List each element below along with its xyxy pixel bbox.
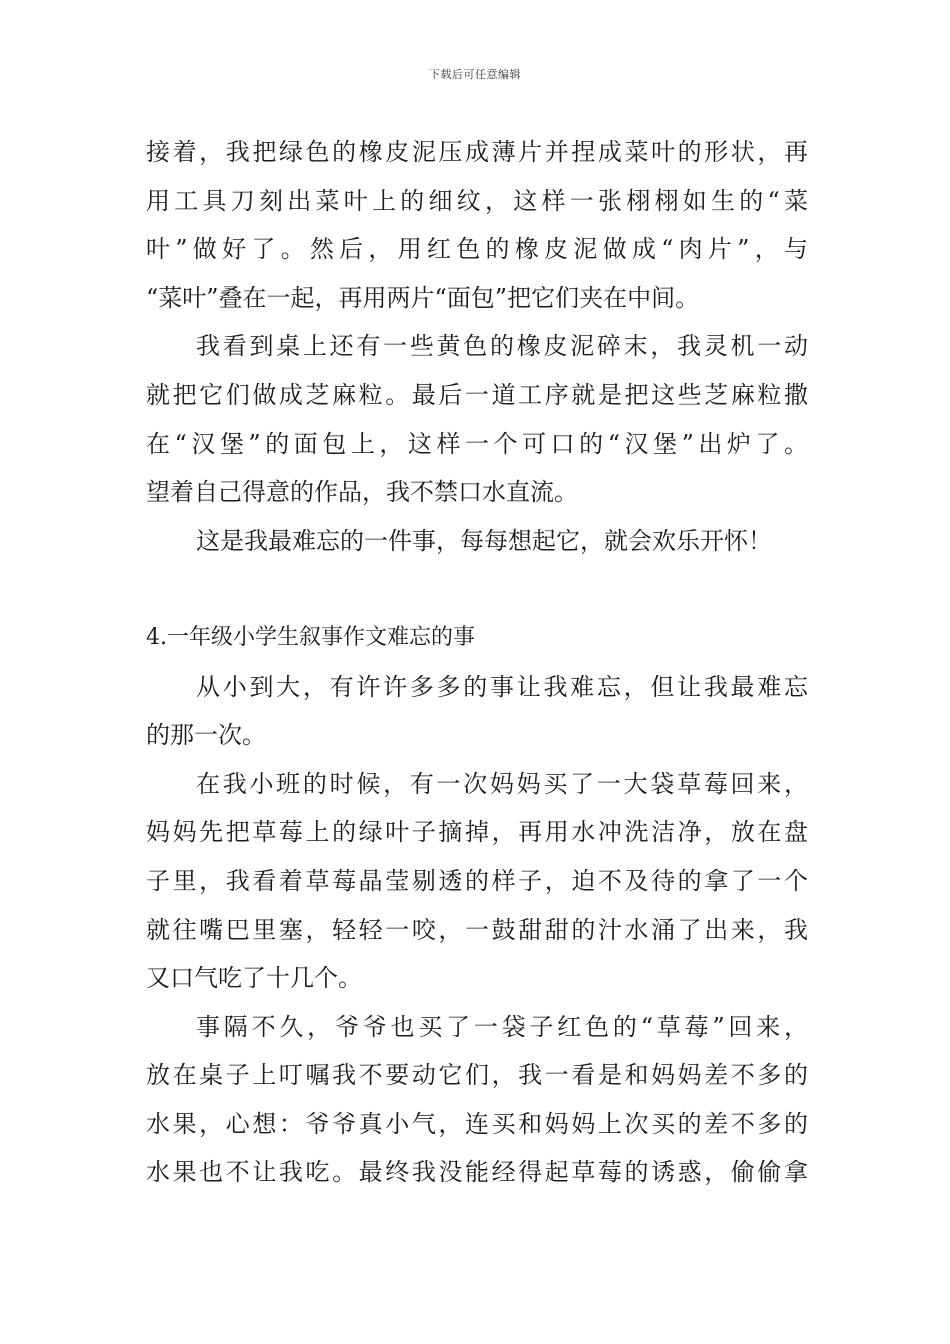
text-line: 放在桌子上叮嘱我不要动它们，我一看是和妈妈差不多的 xyxy=(146,1061,808,1090)
paragraph-intro xyxy=(146,663,808,760)
text-line: 就把它们做成芝麻粒。最后一道工序就是把这些芝麻粒撒 xyxy=(146,380,808,409)
text-line: 在我小班的时候，有一次妈妈买了一大袋草莓回来， xyxy=(196,769,808,798)
text-line: 这是我最难忘的一件事，每每想起它，就会欢乐开怀！ xyxy=(196,526,772,555)
text-line: 叶”做好了。然后，用红色的橡皮泥做成“肉片”，与 xyxy=(146,235,808,264)
text-line: 从小到大，有许许多多的事让我难忘，但让我最难忘 xyxy=(196,672,808,701)
text-line: 在“汉堡”的面包上，这样一个可口的“汉堡”出炉了。 xyxy=(146,429,808,458)
heading-text: 4.一年级小学生叙事作文难忘的事 xyxy=(146,624,475,650)
text-line: 事隔不久，爷爷也买了一袋子红色的“草莓”回来， xyxy=(196,1012,808,1041)
paragraph-sesame xyxy=(146,322,808,516)
text-line: 的那一次。 xyxy=(146,721,266,750)
text-line: 妈妈先把草莓上的绿叶子摘掉，再用水冲洗洁净，放在盘 xyxy=(146,818,808,847)
text-line: 水果，心想：爷爷真小气，连买和妈妈上次买的差不多的 xyxy=(146,1109,808,1138)
text-line: 就往嘴巴里塞，轻轻一咬，一鼓甜甜的汁水涌了出来，我 xyxy=(146,915,808,944)
text-line: 望着自己得意的作品，我不禁口水直流。 xyxy=(146,478,578,507)
text-line: 又口气吃了十几个。 xyxy=(146,964,362,993)
page-header: 下载后可任意编辑 xyxy=(429,68,521,81)
text-line: 接着，我把绿色的橡皮泥压成薄片并捏成菜叶的形状，再 xyxy=(146,138,808,166)
paragraph-sandwich xyxy=(146,128,808,322)
section-heading xyxy=(146,614,808,663)
text-line: 用工具刀刻出菜叶上的细纹，这样一张栩栩如生的“菜 xyxy=(146,186,808,215)
text-line: 水果也不让我吃。最终我没能经得起草莓的诱惑，偷偷拿 xyxy=(146,1158,808,1187)
paragraph-grandpa xyxy=(146,1003,808,1197)
text-line: 子里，我看着草莓晶莹剔透的样子，迫不及待的拿了一个 xyxy=(146,866,808,895)
blank-line xyxy=(146,565,808,614)
text-line: “菜叶”叠在一起，再用两片“面包”把它们夹在中间。 xyxy=(146,283,700,312)
text-line: 我看到桌上还有一些黄色的橡皮泥碎末，我灵机一动 xyxy=(196,332,808,361)
document-body xyxy=(146,128,808,1197)
paragraph-conclusion xyxy=(146,517,808,566)
paragraph-strawberries xyxy=(146,760,808,1003)
